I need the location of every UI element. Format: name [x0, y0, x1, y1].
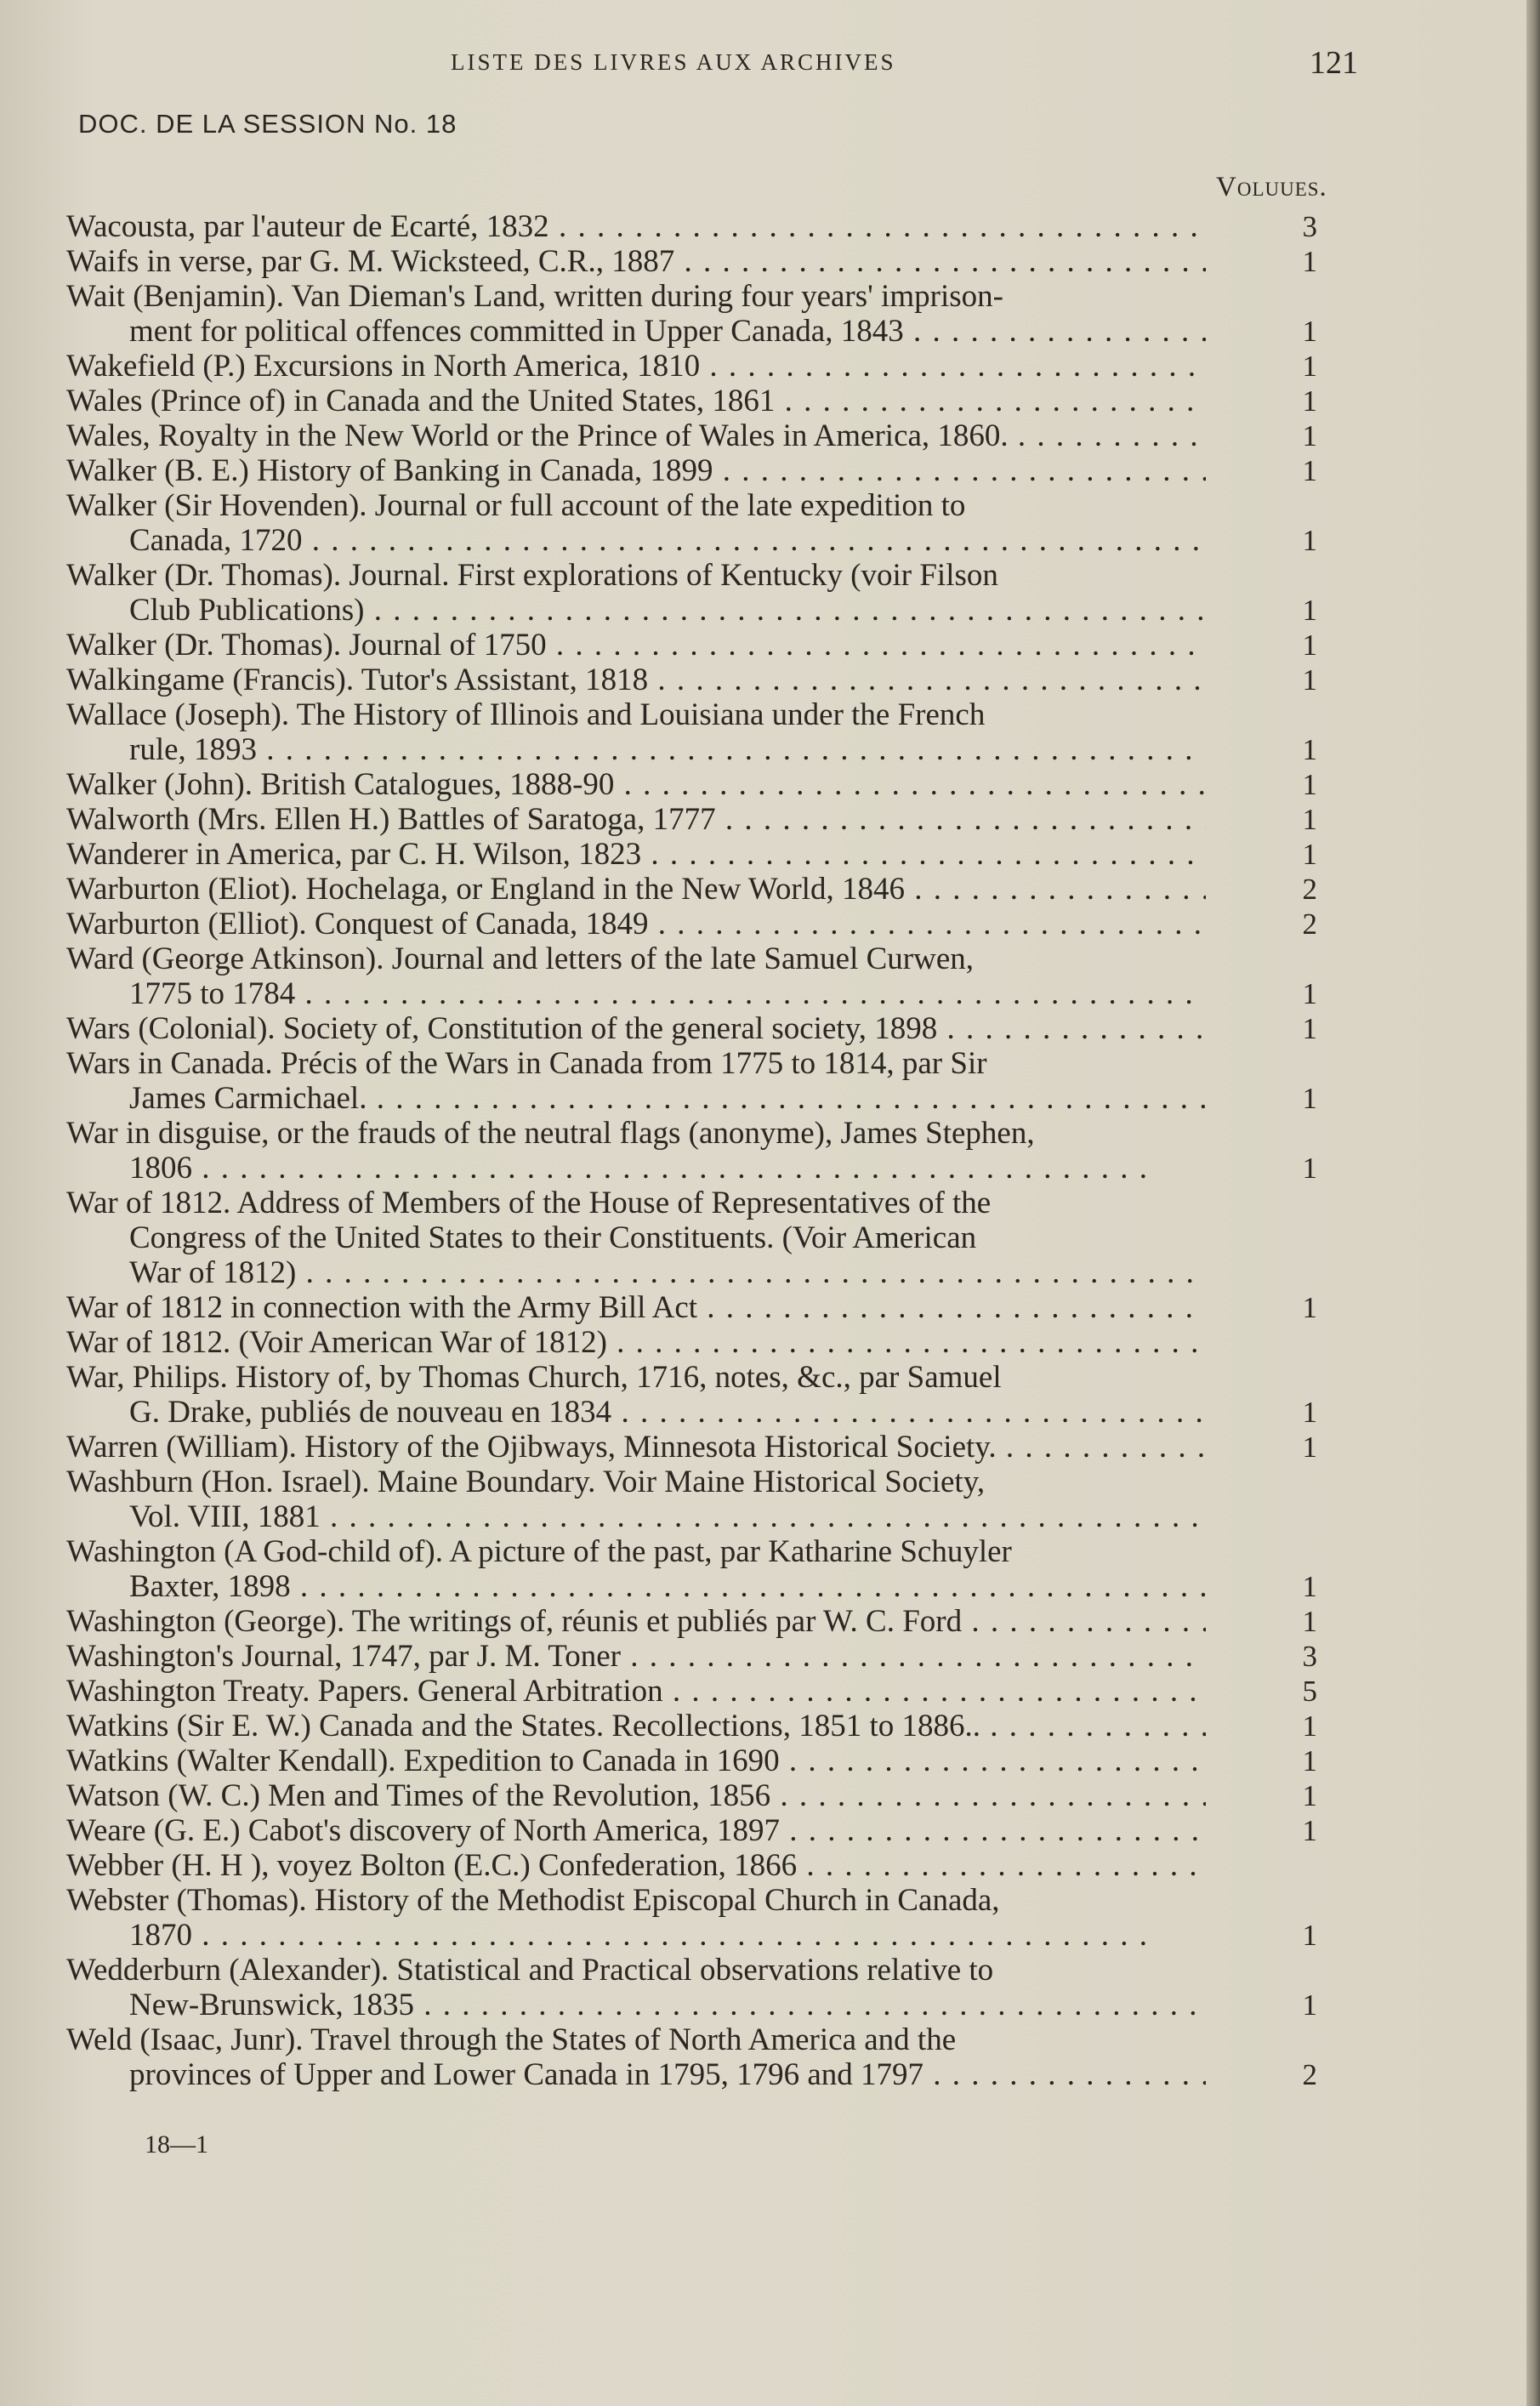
entry-text: James Carmichael. . . .: [129, 1081, 1206, 1116]
entry-title-line: [0, 1290, 1206, 1325]
book-entry: [0, 1290, 1540, 1325]
entry-volumes: 1: [1302, 838, 1317, 871]
entry-title-line: [0, 1953, 1540, 1988]
entry-text: War of 1812 in connection with the Army Bill Act . . .: [66, 1290, 1206, 1325]
entry-text: Congress of the United States to their Constituents. (Voir American: [129, 1220, 977, 1255]
book-entry: [0, 349, 1540, 384]
entry-text: Warren (William). History of the Ojibways, Minnesota Historical Society. . . .: [66, 1430, 1206, 1465]
entry-continuation-line: [0, 314, 1206, 349]
book-entry: [0, 1639, 1540, 1674]
entry-text: Wales (Prince of) in Canada and the United States, 1861 . . .: [66, 384, 1206, 418]
entry-continuation-line: [0, 1918, 1206, 1953]
entry-text: Weare (G. E.) Cabot's discovery of North America, 1897 . . .: [66, 1813, 1206, 1848]
book-entry: [0, 1813, 1540, 1848]
entry-volumes: 1: [1302, 803, 1317, 836]
entry-title-line: [0, 384, 1206, 418]
book-entry: [0, 418, 1540, 453]
entry-title-line: [0, 1883, 1540, 1918]
entry-volumes: 1: [1302, 1431, 1317, 1464]
entry-title-line: [0, 837, 1206, 872]
entry-text: War of 1812. (Voir American War of 1812) . . .: [66, 1325, 1206, 1360]
entry-text: Wait (Benjamin). Van Dieman's Land, written during four years' imprison-: [66, 279, 1003, 314]
book-entry: [0, 488, 1540, 558]
book-entry: [0, 1534, 1540, 1604]
book-entry: [0, 1186, 1540, 1290]
entry-title-line: [0, 1360, 1540, 1395]
entry-text: Walkingame (Francis). Tutor's Assistant, 1818 . . .: [66, 663, 1206, 697]
entry-volumes: 2: [1302, 873, 1317, 906]
entry-title-line: [0, 802, 1206, 837]
entry-volumes: 1: [1302, 1779, 1317, 1812]
entry-text: Washington's Journal, 1747, par J. M. Toner . . .: [66, 1639, 1206, 1674]
book-entry: [0, 1743, 1540, 1778]
entry-title-line: [0, 488, 1540, 523]
entry-volumes: 1: [1302, 1814, 1317, 1847]
entry-text: Washington (A God-child of). A picture of the past, par Katharine Schuyler: [66, 1534, 1012, 1569]
entry-continuation-line: [0, 732, 1206, 767]
entry-volumes: 1: [1302, 733, 1317, 766]
entry-text: Baxter, 1898 . . .: [129, 1569, 1206, 1604]
entry-title-line: [0, 2022, 1540, 2057]
entry-continuation-line: [0, 1569, 1206, 1604]
page-number: 121: [1310, 45, 1358, 81]
book-entry: [0, 279, 1540, 349]
entry-title-line: [0, 209, 1206, 244]
entry-volumes: 1: [1302, 1012, 1317, 1045]
entry-text: G. Drake, publiés de nouveau en 1834 . . .: [129, 1395, 1206, 1430]
book-entry: [0, 384, 1540, 418]
book-entry: [0, 1011, 1540, 1046]
entry-text: Weld (Isaac, Junr). Travel through the States of North America and the: [66, 2022, 957, 2057]
book-entry: [0, 558, 1540, 628]
entry-text: War in disguise, or the frauds of the neutral flags (anonyme), James Stephen,: [66, 1116, 1035, 1151]
entry-text: provinces of Upper and Lower Canada in 1795, 1796 and 1797 . . .: [129, 2057, 1206, 2092]
entry-continuation-line: [0, 1499, 1206, 1534]
book-entry: [0, 1848, 1540, 1883]
entry-continuation-line: [0, 1988, 1206, 2022]
book-entry: [0, 767, 1540, 802]
entry-title-line: [0, 1604, 1206, 1639]
book-entry: [0, 2022, 1540, 2092]
entry-text: Wallace (Joseph). The History of Illinois and Louisiana under the French: [66, 697, 986, 732]
book-entry: [0, 453, 1540, 488]
entry-volumes: 1: [1302, 1605, 1317, 1638]
entry-continuation-line: [0, 1081, 1206, 1116]
entry-text: New-Brunswick, 1835 . . .: [129, 1988, 1206, 2022]
entry-text: War of 1812. Address of Members of the House of Representatives of the: [66, 1186, 992, 1220]
entry-title-line: [0, 1186, 1540, 1220]
entry-text: Walker (John). British Catalogues, 1888-90 . . .: [66, 767, 1206, 802]
entry-title-line: [0, 941, 1540, 976]
book-entry: [0, 1709, 1540, 1743]
entry-volumes: 1: [1302, 594, 1317, 627]
entry-text: rule, 1893 . . .: [129, 732, 1206, 767]
entry-text: Walker (Sir Hovenden). Journal or full account of the late expedition to: [66, 488, 966, 523]
entry-title-line: [0, 418, 1206, 453]
entry-volumes: 1: [1302, 1396, 1317, 1429]
book-entry: [0, 941, 1540, 1011]
entry-volumes: 1: [1302, 1709, 1317, 1743]
book-entry: [0, 1604, 1540, 1639]
entry-continuation-line: [0, 1220, 1540, 1255]
entry-volumes: 1: [1302, 524, 1317, 557]
entry-title-line: [0, 1011, 1206, 1046]
entry-text: Wars (Colonial). Society of, Constitution of the general society, 1898 . . .: [66, 1011, 1206, 1046]
entry-continuation-line: [0, 1255, 1206, 1290]
entry-volumes: 1: [1302, 245, 1317, 278]
book-entry: [0, 1430, 1540, 1465]
entry-title-line: [0, 1639, 1206, 1674]
entry-title-line: [0, 1046, 1540, 1081]
book-entry: [0, 663, 1540, 697]
entry-text: Canada, 1720 . . .: [129, 523, 1206, 558]
entry-title-line: [0, 1465, 1540, 1499]
book-entry: [0, 1778, 1540, 1813]
entry-title-line: [0, 1709, 1206, 1743]
entry-continuation-line: [0, 1395, 1206, 1430]
entry-text: Wacousta, par l'auteur de Ecarté, 1832 . . .: [66, 209, 1206, 244]
entry-volumes: 5: [1302, 1675, 1317, 1708]
entry-volumes: 1: [1302, 768, 1317, 801]
entry-text: Webber (H. H ), voyez Bolton (E.C.) Confederation, 1866 . . .: [66, 1848, 1206, 1883]
entry-volumes: 1: [1302, 1744, 1317, 1777]
entry-volumes: 1: [1302, 1919, 1317, 1952]
entry-text: Walker (B. E.) History of Banking in Canada, 1899 . . .: [66, 453, 1206, 488]
book-entry: [0, 1465, 1540, 1534]
entry-title-line: [0, 453, 1206, 488]
entry-title-line: [0, 628, 1206, 663]
entry-volumes: 1: [1302, 454, 1317, 487]
entry-volumes: 1: [1302, 663, 1317, 697]
book-entry: [0, 907, 1540, 941]
entry-title-line: [0, 558, 1540, 593]
entry-volumes: 1: [1302, 350, 1317, 383]
entry-title-line: [0, 872, 1206, 907]
book-list: [0, 209, 1540, 2092]
entry-volumes: 2: [1302, 907, 1317, 941]
entry-text: Webster (Thomas). History of the Methodist Episcopal Church in Canada,: [66, 1883, 1000, 1918]
entry-title-line: [0, 767, 1206, 802]
entry-volumes: 1: [1302, 1152, 1317, 1185]
entry-volumes: 3: [1302, 1640, 1317, 1673]
entry-title-line: [0, 697, 1540, 732]
book-entry: [0, 244, 1540, 279]
entry-volumes: 1: [1302, 629, 1317, 662]
entry-text: Washington (George). The writings of, réunis et publiés par W. C. Ford . . .: [66, 1604, 1206, 1639]
entry-text: ment for political offences committed in Upper Canada, 1843 . . .: [129, 314, 1206, 349]
entry-volumes: 1: [1302, 977, 1317, 1010]
entry-text: Washington Treaty. Papers. General Arbitration . . .: [66, 1674, 1206, 1709]
entry-text: 1806 . . .: [129, 1151, 1149, 1186]
entry-text: Vol. VIII, 1881 . . .: [129, 1499, 1206, 1534]
book-entry: [0, 837, 1540, 872]
book-entry: [0, 1674, 1540, 1709]
entry-title-line: [0, 1743, 1206, 1778]
entry-continuation-line: [0, 976, 1206, 1011]
entry-text: War of 1812) . . .: [129, 1255, 1206, 1290]
book-entry: [0, 1325, 1540, 1360]
entry-continuation-line: [0, 593, 1206, 628]
entry-title-line: [0, 907, 1206, 941]
entry-title-line: [0, 1534, 1540, 1569]
entry-text: Warburton (Elliot). Conquest of Canada, 1849 . . .: [66, 907, 1206, 941]
entry-text: Club Publications) . . .: [129, 593, 1206, 628]
entry-text: Walworth (Mrs. Ellen H.) Battles of Saratoga, 1777 . . .: [66, 802, 1206, 837]
entry-text: Watkins (Walter Kendall). Expedition to Canada in 1690 . . .: [66, 1743, 1206, 1778]
entry-title-line: [0, 279, 1540, 314]
entry-title-line: [0, 244, 1206, 279]
entry-text: Wedderburn (Alexander). Statistical and Practical observations relative to: [66, 1953, 994, 1988]
entry-text: Ward (George Atkinson). Journal and letters of the late Samuel Curwen,: [66, 941, 975, 976]
entry-text: Wars in Canada. Précis of the Wars in Canada from 1775 to 1814, par Sir: [66, 1046, 987, 1081]
entry-title-line: [0, 1116, 1540, 1151]
signature-mark: 18—1: [145, 2130, 208, 2159]
book-entry: [0, 1953, 1540, 2022]
book-entry: [0, 1883, 1540, 1953]
entry-volumes: 1: [1302, 384, 1317, 418]
session-label: DOC. DE LA SESSION No. 18: [78, 109, 457, 139]
book-entry: [0, 872, 1540, 907]
entry-title-line: [0, 663, 1206, 697]
entry-volumes: 1: [1302, 1082, 1317, 1115]
entry-continuation-line: [0, 523, 1206, 558]
entry-volumes: 1: [1302, 315, 1317, 348]
entry-continuation-line: [0, 2057, 1206, 2092]
running-head: LISTE DES LIVRES AUX ARCHIVES: [451, 49, 896, 75]
entry-text: Watkins (Sir E. W.) Canada and the States. Recollections, 1851 to 1886.. . . .: [66, 1709, 1206, 1743]
entry-text: Watson (W. C.) Men and Times of the Revolution, 1856 . . .: [66, 1778, 1206, 1813]
entry-title-line: [0, 1848, 1206, 1883]
entry-volumes: 1: [1302, 419, 1317, 452]
entry-title-line: [0, 1325, 1206, 1360]
entry-volumes: 3: [1302, 210, 1317, 243]
entry-text: Warburton (Eliot). Hochelaga, or England in the New World, 1846 . . .: [66, 872, 1206, 907]
book-entry: [0, 1360, 1540, 1430]
entry-title-line: [0, 1674, 1206, 1709]
entry-text: Walker (Dr. Thomas). Journal. First explorations of Kentucky (voir Filson: [66, 558, 998, 593]
entry-text: 1870 . . .: [129, 1918, 1149, 1953]
entry-title-line: [0, 1778, 1206, 1813]
entry-title-line: [0, 349, 1206, 384]
book-entry: [0, 1046, 1540, 1116]
entry-text: Wakefield (P.) Excursions in North America, 1810 . . .: [66, 349, 1206, 384]
entry-title-line: [0, 1430, 1206, 1465]
entry-volumes: 1: [1302, 1570, 1317, 1603]
book-entry: [0, 209, 1540, 244]
entry-continuation-line: [0, 1151, 1206, 1186]
book-entry: [0, 802, 1540, 837]
volumes-column-header: Voluues.: [1216, 172, 1327, 202]
entry-text: Washburn (Hon. Israel). Maine Boundary. Voir Maine Historical Society,: [66, 1465, 986, 1499]
book-entry: [0, 697, 1540, 767]
entry-text: Walker (Dr. Thomas). Journal of 1750 . . .: [66, 628, 1206, 663]
entry-text: Waifs in verse, par G. M. Wicksteed, C.R., 1887 . . .: [66, 244, 1206, 279]
entry-text: 1775 to 1784 . . .: [129, 976, 1206, 1011]
entry-text: Wales, Royalty in the New World or the Prince of Wales in America, 1860. . . .: [66, 418, 1206, 453]
entry-text: Wanderer in America, par C. H. Wilson, 1823 . . .: [66, 837, 1206, 872]
entry-volumes: 1: [1302, 1291, 1317, 1324]
entry-title-line: [0, 1813, 1206, 1848]
book-entry: [0, 628, 1540, 663]
entry-volumes: 2: [1302, 2058, 1317, 2091]
book-entry: [0, 1116, 1540, 1186]
entry-text: War, Philips. History of, by Thomas Church, 1716, notes, &c., par Samuel: [66, 1360, 1002, 1395]
entry-volumes: 1: [1302, 1988, 1317, 2022]
